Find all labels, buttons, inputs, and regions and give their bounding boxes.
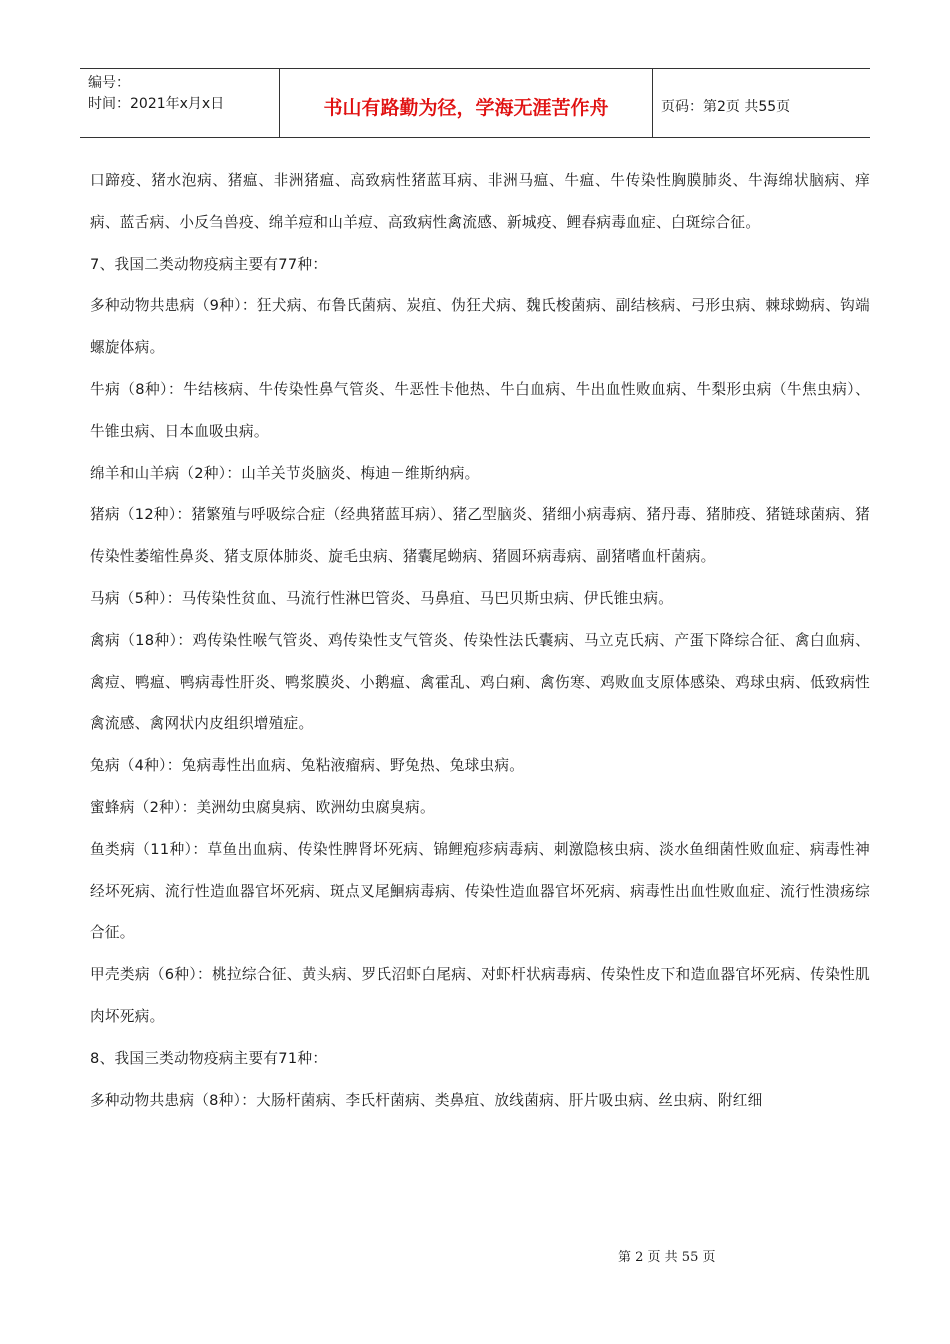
- page-header: [80, 68, 870, 138]
- paragraph: 兔病（4种）：兔病毒性出血病、兔粘液瘤病、野兔热、兔球虫病。: [90, 757, 525, 775]
- paragraph: 甲壳类病（6种）：桃拉综合征、黄头病、罗氏沼虾白尾病、对虾杆状病毒病、传染性皮下和造血器官坏死病、传染性肌肉坏死病。: [90, 966, 870, 1025]
- paragraph: 多种动物共患病（8种）：大肠杆菌病、李氏杆菌病、类鼻疽、放线菌病、肝片吸虫病、丝虫病、附红细: [90, 1091, 763, 1109]
- paragraph: 口蹄疫、猪水泡病、猪瘟、非洲猪瘟、高致病性猪蓝耳病、非洲马瘟、牛瘟、牛传染性胸膜肺炎、牛海绵状脑病、痒病、蓝舌病、小反刍兽疫、绵羊痘和山羊痘、高致病性禽流感、新城疫、鲤春病毒血症、白斑综合征。: [90, 172, 870, 231]
- paragraph: 猪病（12种）：猪繁殖与呼吸综合症（经典猪蓝耳病）、猪乙型脑炎、猪细小病毒病、猪丹毒、猪肺疫、猪链球菌病、猪传染性萎缩性鼻炎、猪支原体肺炎、旋毛虫病、猪囊尾蚴病、猪圆环病毒病、副猪嗜血杆菌病。: [90, 506, 870, 566]
- paragraph: 8、我国三类动物疫病主要有71种：: [90, 1049, 328, 1067]
- paragraph: 鱼类病（11种）：草鱼出血病、传染性脾肾坏死病、锦鲤疱疹病毒病、刺激隐核虫病、淡水鱼细菌性败血症、病毒性神经坏死病、流行性造血器官坏死病、斑点叉尾鮰病毒病、传染性造血器官坏死病、病毒性出血性败血症、流行性溃疡综合征。: [90, 840, 870, 942]
- paragraph: 绵羊和山羊病（2种）：山羊关节炎脑炎、梅迪－维斯纳病。: [90, 464, 480, 482]
- paragraph: 马病（5种）：马传染性贫血、马流行性淋巴管炎、马鼻疽、马巴贝斯虫病、伊氏锥虫病。: [90, 589, 674, 607]
- document-date: 时间：2021年x月x日: [88, 96, 225, 112]
- paragraph: 7、我国二类动物疫病主要有77种：: [90, 255, 328, 273]
- footer-page-number: 第 2 页 共 55 页: [618, 1250, 716, 1265]
- paragraph: 牛病（8种）：牛结核病、牛传染性鼻气管炎、牛恶性卡他热、牛白血病、牛出血性败血病、牛梨形虫病（牛焦虫病）、牛锥虫病、日本血吸虫病。: [90, 380, 870, 440]
- header-page-info: 页码：第2页 共55页: [661, 99, 791, 115]
- paragraph: 多种动物共患病（9种）：狂犬病、布鲁氏菌病、炭疽、伪狂犬病、魏氏梭菌病、副结核病、弓形虫病、棘球蚴病、钩端螺旋体病。: [90, 297, 870, 357]
- document-number-label: 编号：: [88, 75, 130, 91]
- document-body: [90, 160, 870, 1121]
- header-meta-cell: [80, 69, 280, 137]
- paragraph: 禽病（18种）：鸡传染性喉气管炎、鸡传染性支气管炎、传染性法氏囊病、马立克氏病、产蛋下降综合征、禽白血病、禽痘、鸭瘟、鸭病毒性肝炎、鸭浆膜炎、小鹅瘟、禽霍乱、鸡白痢、禽伤寒、鸡败血支原体感染、鸡球虫病、低致病性禽流感、禽网状内皮组织增殖症。: [90, 631, 870, 733]
- paragraph: 蜜蜂病（2种）：美洲幼虫腐臭病、欧洲幼虫腐臭病。: [90, 798, 435, 816]
- header-motto: 书山有路勤为径，学海无涯苦作舟: [280, 69, 653, 137]
